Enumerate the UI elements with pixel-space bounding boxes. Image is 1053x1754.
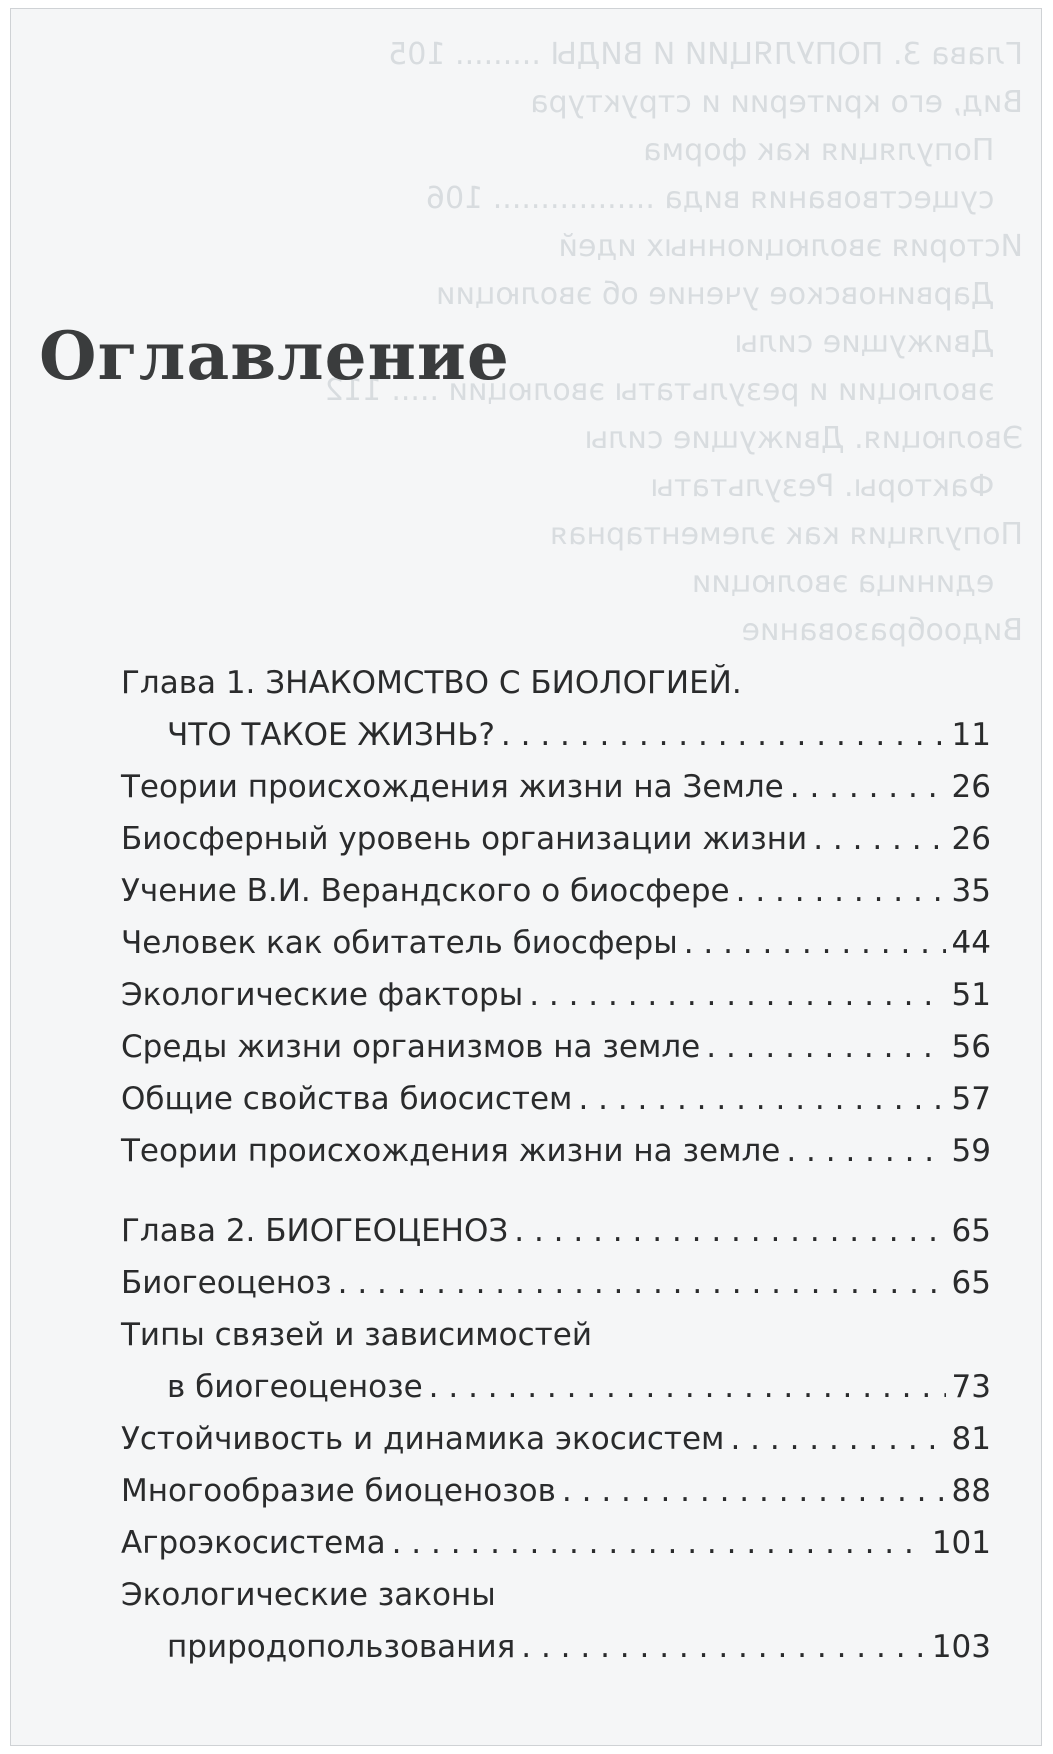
toc-entry-title: Глава 1. ЗНАКОМСТВО С БИОЛОГИЕЙ. <box>121 665 742 701</box>
toc-entry <box>121 1517 991 1569</box>
toc-entry-title: Экологические законы <box>121 1577 496 1613</box>
toc-entry-title: Экологические факторы <box>121 977 524 1013</box>
toc-entry-title: Теории происхождения жизни на земле <box>121 1133 781 1169</box>
toc-entry-page: 44 <box>951 925 991 961</box>
toc-entry <box>121 813 991 865</box>
dot-leader <box>578 1073 945 1125</box>
toc-entry-title: природопользования <box>167 1629 516 1665</box>
toc-entry-title: Теории происхождения жизни на Земле <box>121 769 784 805</box>
toc-entry-page: 11 <box>951 717 991 753</box>
dot-leader <box>501 709 946 761</box>
toc-entry-page: 88 <box>951 1473 991 1509</box>
toc-entry-page: 35 <box>951 873 991 909</box>
toc-entry <box>121 917 991 969</box>
toc-entry <box>121 1621 991 1673</box>
toc-entry-title: ЧТО ТАКОЕ ЖИЗНЬ? <box>167 717 495 753</box>
toc-entry-title: Типы связей и зависимостей <box>121 1317 592 1353</box>
dot-leader <box>521 1621 926 1673</box>
dot-leader <box>786 1125 945 1177</box>
toc-entry <box>121 1021 991 1073</box>
toc-entry-page: 59 <box>951 1133 991 1169</box>
dot-leader <box>684 917 946 969</box>
toc-entry <box>121 657 991 709</box>
toc-entry-title: Общие свойства биосистем <box>121 1081 573 1117</box>
toc-entry-title: Среды жизни организмов на земле <box>121 1029 701 1065</box>
toc-entry-page: 51 <box>951 977 991 1013</box>
toc-entry-title: Устойчивость и динамика экосистем <box>121 1421 725 1457</box>
dot-leader <box>429 1361 946 1413</box>
toc-entry <box>121 1361 991 1413</box>
dot-leader <box>813 813 945 865</box>
toc-entry <box>121 1569 991 1621</box>
dot-leader <box>736 865 946 917</box>
toc-entry-page: 26 <box>951 821 991 857</box>
table-of-contents <box>121 657 991 1673</box>
toc-entry <box>121 1125 991 1177</box>
toc-entry-title: Агроэкосистема <box>121 1525 386 1561</box>
toc-entry <box>121 761 991 813</box>
toc-entry <box>121 1413 991 1465</box>
toc-entry-page: 65 <box>951 1213 991 1249</box>
toc-entry <box>121 1309 991 1361</box>
toc-entry <box>121 709 991 761</box>
toc-entry-title: Биогеоценоз <box>121 1265 332 1301</box>
toc-entry <box>121 865 991 917</box>
toc-entry-title: в биогеоценозе <box>167 1369 423 1405</box>
page-title: Оглавление <box>39 317 510 395</box>
toc-entry-title: Биосферный уровень организации жизни <box>121 821 808 857</box>
dot-leader <box>790 761 946 813</box>
toc-entry-page: 81 <box>951 1421 991 1457</box>
dot-leader <box>562 1465 946 1517</box>
toc-entry-title: Человек как обитатель биосферы <box>121 925 678 961</box>
toc-entry-page: 73 <box>951 1369 991 1405</box>
dot-leader <box>529 969 945 1021</box>
toc-entry-page: 101 <box>931 1525 991 1561</box>
dot-leader <box>514 1205 945 1257</box>
toc-entry-page: 56 <box>951 1029 991 1065</box>
toc-entry-page: 65 <box>951 1265 991 1301</box>
toc-entry-page: 57 <box>951 1081 991 1117</box>
dot-leader <box>392 1517 926 1569</box>
toc-entry <box>121 1073 991 1125</box>
bleed-through-text: Глава 3. ПОПУЛЯЦИИ И ВИДЫ ......... 105 Вид, его критерии и структура Популяция как форма существования вида ................. 106 История эволюционных идей Дарвиновское учение об эволюции Движущие силы эволюции и результаты эволюции ..... 112 Эволюция. Движущие силы Факторы. Результаты Популяция как элементарная единица эволюции Видообразование <box>324 37 1023 648</box>
toc-entry-title: Глава 2. БИОГЕОЦЕНОЗ <box>121 1213 509 1249</box>
dot-leader <box>706 1021 945 1073</box>
toc-entry-page: 103 <box>931 1629 991 1665</box>
toc-entry <box>121 969 991 1021</box>
toc-entry-title: Учение В.И. Верандского о биосфере <box>121 873 730 909</box>
dot-leader <box>730 1413 945 1465</box>
toc-entry <box>121 1205 991 1257</box>
toc-entry <box>121 1465 991 1517</box>
dot-leader <box>338 1257 946 1309</box>
toc-entry-title: Многообразие биоценозов <box>121 1473 556 1509</box>
toc-entry-page: 26 <box>951 769 991 805</box>
book-page <box>10 8 1042 1746</box>
toc-entry <box>121 1257 991 1309</box>
